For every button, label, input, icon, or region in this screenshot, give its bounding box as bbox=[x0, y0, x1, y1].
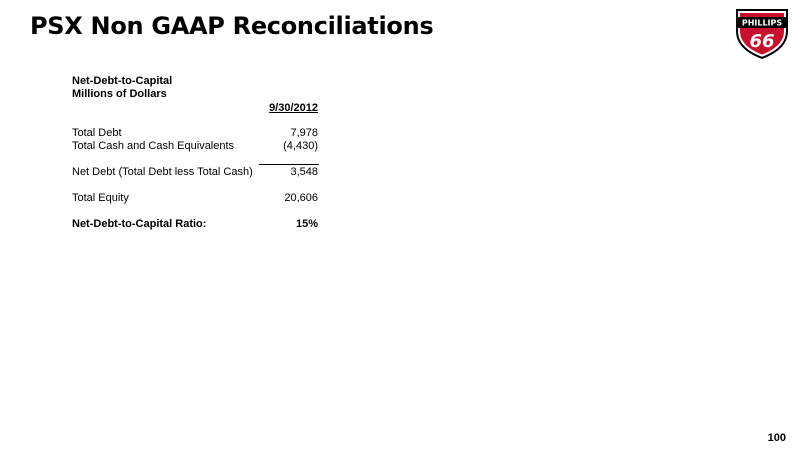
page-title: PSX Non GAAP Reconciliations bbox=[30, 12, 434, 40]
row-label: Net-Debt-to-Capital Ratio: bbox=[72, 218, 207, 230]
phillips-66-logo bbox=[733, 8, 791, 60]
row-value: (4,430) bbox=[283, 140, 318, 152]
row-total-equity bbox=[72, 191, 318, 205]
logo-number: 66 bbox=[749, 31, 775, 52]
row-total-debt bbox=[72, 126, 318, 140]
row-label: Net Debt (Total Debt less Total Cash) bbox=[72, 166, 253, 178]
logo-wordmark: PHILLIPS bbox=[741, 18, 783, 28]
table-units: Millions of Dollars bbox=[72, 88, 167, 100]
row-value: 7,978 bbox=[290, 127, 318, 139]
row-label: Total Debt bbox=[72, 127, 122, 139]
table-heading: Net-Debt-to-Capital bbox=[72, 75, 173, 87]
row-label: Total Equity bbox=[72, 192, 129, 204]
row-value: 20,606 bbox=[284, 192, 318, 204]
row-label: Total Cash and Cash Equivalents bbox=[72, 140, 235, 152]
page-number: 100 bbox=[767, 432, 786, 444]
row-net-debt-to-capital-ratio bbox=[72, 217, 318, 231]
column-header-date: 9/30/2012 bbox=[269, 102, 318, 114]
row-value: 3,548 bbox=[290, 166, 318, 178]
reconciliation-table bbox=[72, 75, 332, 230]
row-value: 15% bbox=[295, 218, 318, 230]
row-total-cash bbox=[72, 139, 318, 153]
row-net-debt bbox=[72, 165, 318, 179]
